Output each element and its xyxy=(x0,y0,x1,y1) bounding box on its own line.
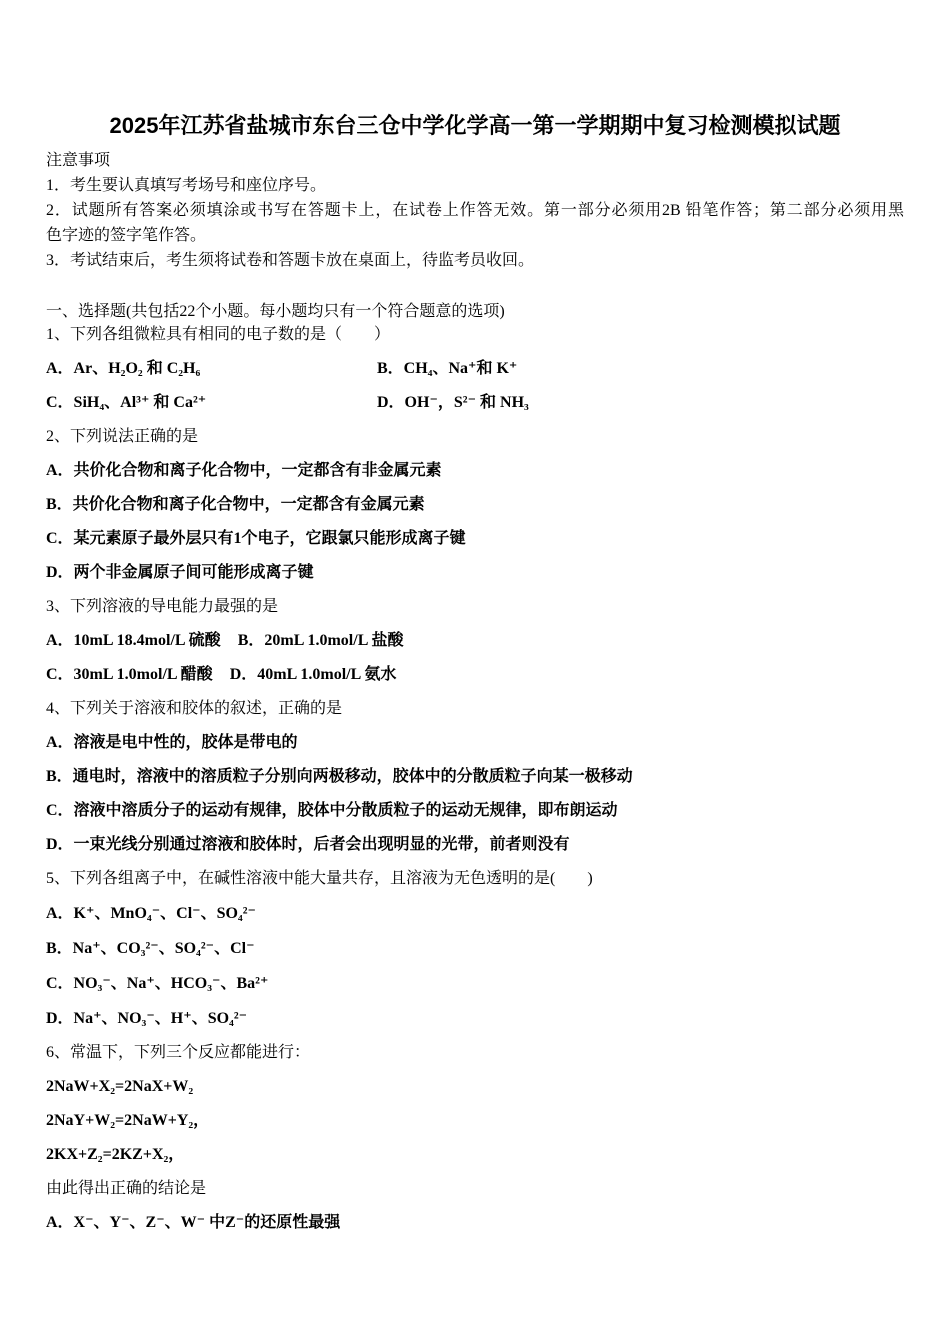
note-item-3: 3．考试结束后，考生须将试卷和答题卡放在桌面上，待监考员收回。 xyxy=(46,252,535,269)
option-b: B．CH₄、Na⁺和 K⁺ xyxy=(377,360,518,377)
question-prompt: 由此得出正确的结论是 xyxy=(46,1180,207,1197)
question-4 xyxy=(46,692,904,862)
reaction-equation-3: 2KX+Z₂=2KZ+X₂， xyxy=(46,1146,185,1163)
option-c: C．溶液中溶质分子的运动有规律，胶体中分散质粒子的运动无规律，即布朗运动 xyxy=(46,802,618,819)
question-stem: 3、下列溶液的导电能力最强的是 xyxy=(46,598,279,615)
option-a: A．Ar、H₂O₂ 和 C₂H₆ xyxy=(46,360,201,377)
option-row xyxy=(46,352,904,386)
option-c: C．NO₃⁻、Na⁺、HCO₃⁻、Ba²⁺ xyxy=(46,975,269,992)
option-c: C．某元素原子最外层只有1个电子，它跟氯只能形成离子键 xyxy=(46,530,466,547)
option-row xyxy=(46,658,904,692)
notes-heading: 注意事项 xyxy=(46,152,111,169)
option-b: B．通电时，溶液中的溶质粒子分别向两极移动，胶体中的分散质粒子向某一极移动 xyxy=(46,768,633,785)
option-d: D．两个非金属原子间可能形成离子键 xyxy=(46,564,314,581)
question-2 xyxy=(46,420,904,590)
option-a: A．共价化合物和离子化合物中，一定都含有非金属元素 xyxy=(46,462,442,479)
note-item-2-line-1: 2．试题所有答案必须填涂或书写在答题卡上，在试卷上作答无效。第一部分必须用2B 铅笔作答；第二部分必须用黑 xyxy=(46,202,904,219)
question-stem: 4、下列关于溶液和胶体的叙述，正确的是 xyxy=(46,700,343,717)
section-heading: 一、选择题(共包括22个小题。每小题均只有一个符合题意的选项) xyxy=(46,303,505,320)
question-5 xyxy=(46,862,904,1036)
option-a: A．溶液是电中性的，胶体是带电的 xyxy=(46,734,298,751)
option-row xyxy=(46,386,904,420)
question-stem: 2、下列说法正确的是 xyxy=(46,428,199,445)
option-c: C．SiH₄、Al³⁺ 和 Ca²⁺ xyxy=(46,394,207,411)
question-6 xyxy=(46,1036,904,1240)
question-stem: 6、常温下，下列三个反应都能进行： xyxy=(46,1044,311,1061)
reaction-equation-2: 2NaY+W₂=2NaW+Y₂， xyxy=(46,1112,210,1129)
option-b: B．共价化合物和离子化合物中，一定都含有金属元素 xyxy=(46,496,425,513)
question-1 xyxy=(46,318,904,420)
question-stem: 1、下列各组微粒具有相同的电子数的是（ ） xyxy=(46,326,391,343)
option-c: C．30mL 1.0mol/L 醋酸 xyxy=(46,666,213,683)
option-a: A．X⁻、Y⁻、Z⁻、W⁻ 中Z⁻的还原性最强 xyxy=(46,1214,341,1231)
notes-block xyxy=(46,148,904,273)
option-d: D．40mL 1.0mol/L 氨水 xyxy=(229,666,397,683)
option-b: B．20mL 1.0mol/L 盐酸 xyxy=(237,632,404,649)
option-row xyxy=(46,624,904,658)
question-stem: 5、下列各组离子中，在碱性溶液中能大量共存，且溶液为无色透明的是( ) xyxy=(46,870,593,887)
reaction-equation-1: 2NaW+X₂=2NaX+W₂ xyxy=(46,1078,194,1095)
option-b: B．Na⁺、CO₃²⁻、SO₄²⁻、Cl⁻ xyxy=(46,940,255,957)
note-item-1: 1．考生要认真填写考场号和座位序号。 xyxy=(46,177,327,194)
question-3 xyxy=(46,590,904,692)
option-d: D．OH⁻，S²⁻ 和 NH₃ xyxy=(377,394,529,411)
option-a: A．K⁺、MnO₄⁻、Cl⁻、SO₄²⁻ xyxy=(46,905,256,922)
option-a: A．10mL 18.4mol/L 硫酸 xyxy=(46,632,221,649)
page-title: 2025年江苏省盐城市东台三仓中学化学高一第一学期期中复习检测模拟试题 xyxy=(109,113,841,138)
option-d: D．Na⁺、NO₃⁻、H⁺、SO₄²⁻ xyxy=(46,1010,248,1027)
note-item-2-line-2: 色字迹的签字笔作答。 xyxy=(46,227,207,244)
question-list xyxy=(46,318,904,1240)
option-d: D．一束光线分别通过溶液和胶体时，后者会出现明显的光带，前者则没有 xyxy=(46,836,570,853)
